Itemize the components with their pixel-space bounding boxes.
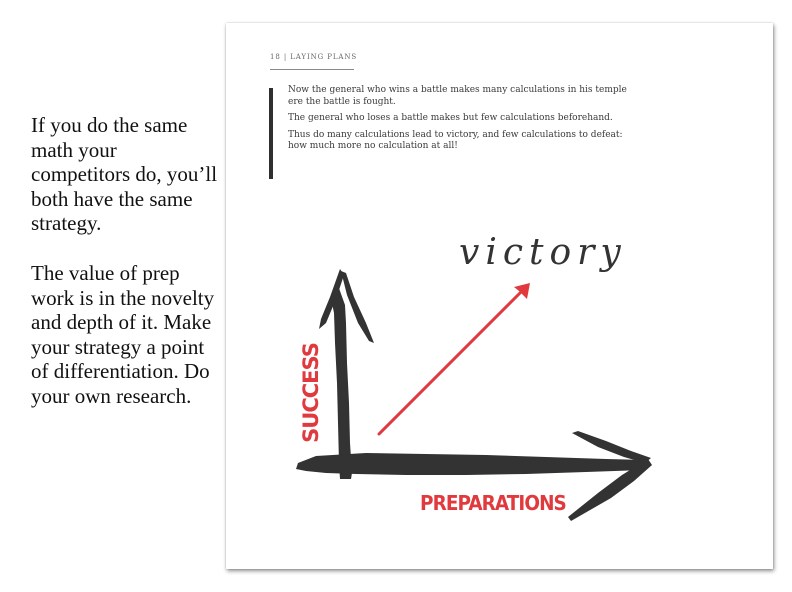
side-paragraph-1: If you do the same math your competitors do, you’ll both have the same strategy. bbox=[31, 113, 218, 236]
victory-label: victory bbox=[459, 232, 627, 273]
horizontal-arrowhead-top bbox=[572, 431, 651, 463]
victory-diagonal-arrow bbox=[379, 290, 523, 434]
quote-line-3: Thus do many calculations lead to victory, and few calculations to defeat: how much more no calculation at all! bbox=[288, 129, 623, 151]
side-commentary bbox=[31, 113, 221, 409]
side-paragraph-2: The value of prep work is in the novelty and depth of it. Make your strategy a point of differentiation. Do your own research. bbox=[31, 260, 215, 408]
quote-line-1: Now the general who wins a battle makes many calculations in his temple ere the battle is fought. bbox=[288, 85, 627, 107]
horizontal-axis-arrow bbox=[296, 453, 646, 475]
page-header: 18 | LAYING PLANS bbox=[270, 53, 358, 61]
diagram bbox=[226, 23, 773, 569]
preparations-axis-label: PREPARATIONS bbox=[420, 491, 566, 515]
vertical-axis-arrow bbox=[332, 285, 352, 479]
success-axis-label: SUCCESS bbox=[299, 343, 323, 443]
quote-line-2: The general who loses a battle makes but few calculations beforehand. bbox=[288, 113, 613, 123]
book-page-image bbox=[226, 23, 773, 569]
